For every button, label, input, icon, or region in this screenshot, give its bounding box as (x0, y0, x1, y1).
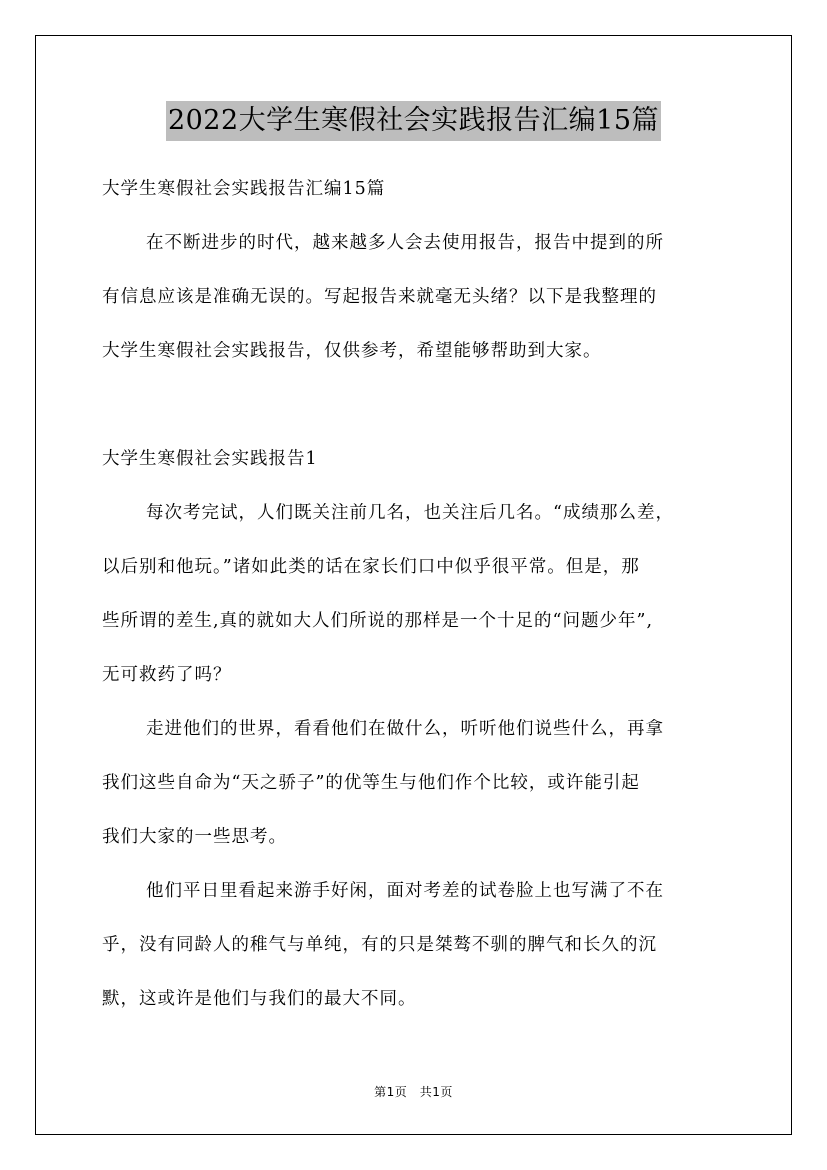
document-body (102, 176, 727, 1040)
paragraph-line: 走进他们的世界，看看他们在做什么，听听他们说些什么，再拿 (146, 719, 664, 739)
paragraph-line: 以后别和他玩。”诸如此类的话在家长们口中似乎很平常。但是，那 (102, 557, 640, 577)
intro-line: 在不断进步的时代，越来越多人会去使用报告，报告中提到的所 (146, 233, 664, 253)
intro-line: 大学生寒假社会实践报告，仅供参考，希望能够帮助到大家。 (102, 341, 602, 361)
paragraph-3 (102, 878, 727, 1013)
paragraph-line: 些所谓的差生,真的就如大人们所说的那样是一个十足的“问题少年”, (102, 611, 654, 631)
paragraph-line: 他们平日里看起来游手好闲，面对考差的试卷脸上也写满了不在 (146, 881, 664, 901)
paragraph-line: 我们大家的一些思考。 (102, 827, 287, 847)
paragraph-2 (102, 716, 727, 851)
paragraph-line: 我们这些自命为“天之骄子”的优等生与他们作个比较，或许能引起 (102, 773, 640, 793)
section-heading: 大学生寒假社会实践报告1 (102, 449, 318, 469)
intro-line: 有信息应该是准确无误的。写起报告来就毫无头绪？以下是我整理的 (102, 287, 657, 307)
document-title: 2022大学生寒假社会实践报告汇编15篇 (166, 101, 661, 141)
paragraph-line: 默，这或许是他们与我们的最大不同。 (102, 989, 417, 1009)
paragraph-line: 无可救药了吗？ (102, 665, 232, 685)
paragraph-line: 乎，没有同龄人的稚气与单纯，有的只是桀骜不驯的脾气和长久的沉 (102, 935, 657, 955)
document-subtitle: 大学生寒假社会实践报告汇编15篇 (102, 179, 386, 199)
paragraph-line: 每次考完试，人们既关注前几名，也关注后几名。“成绩那么差， (146, 503, 674, 523)
page-number: 第1页 共1页 (374, 1085, 453, 1099)
title-container (0, 101, 827, 141)
intro-paragraph (102, 230, 727, 365)
page-footer (0, 1083, 827, 1100)
paragraph-1 (102, 500, 727, 689)
